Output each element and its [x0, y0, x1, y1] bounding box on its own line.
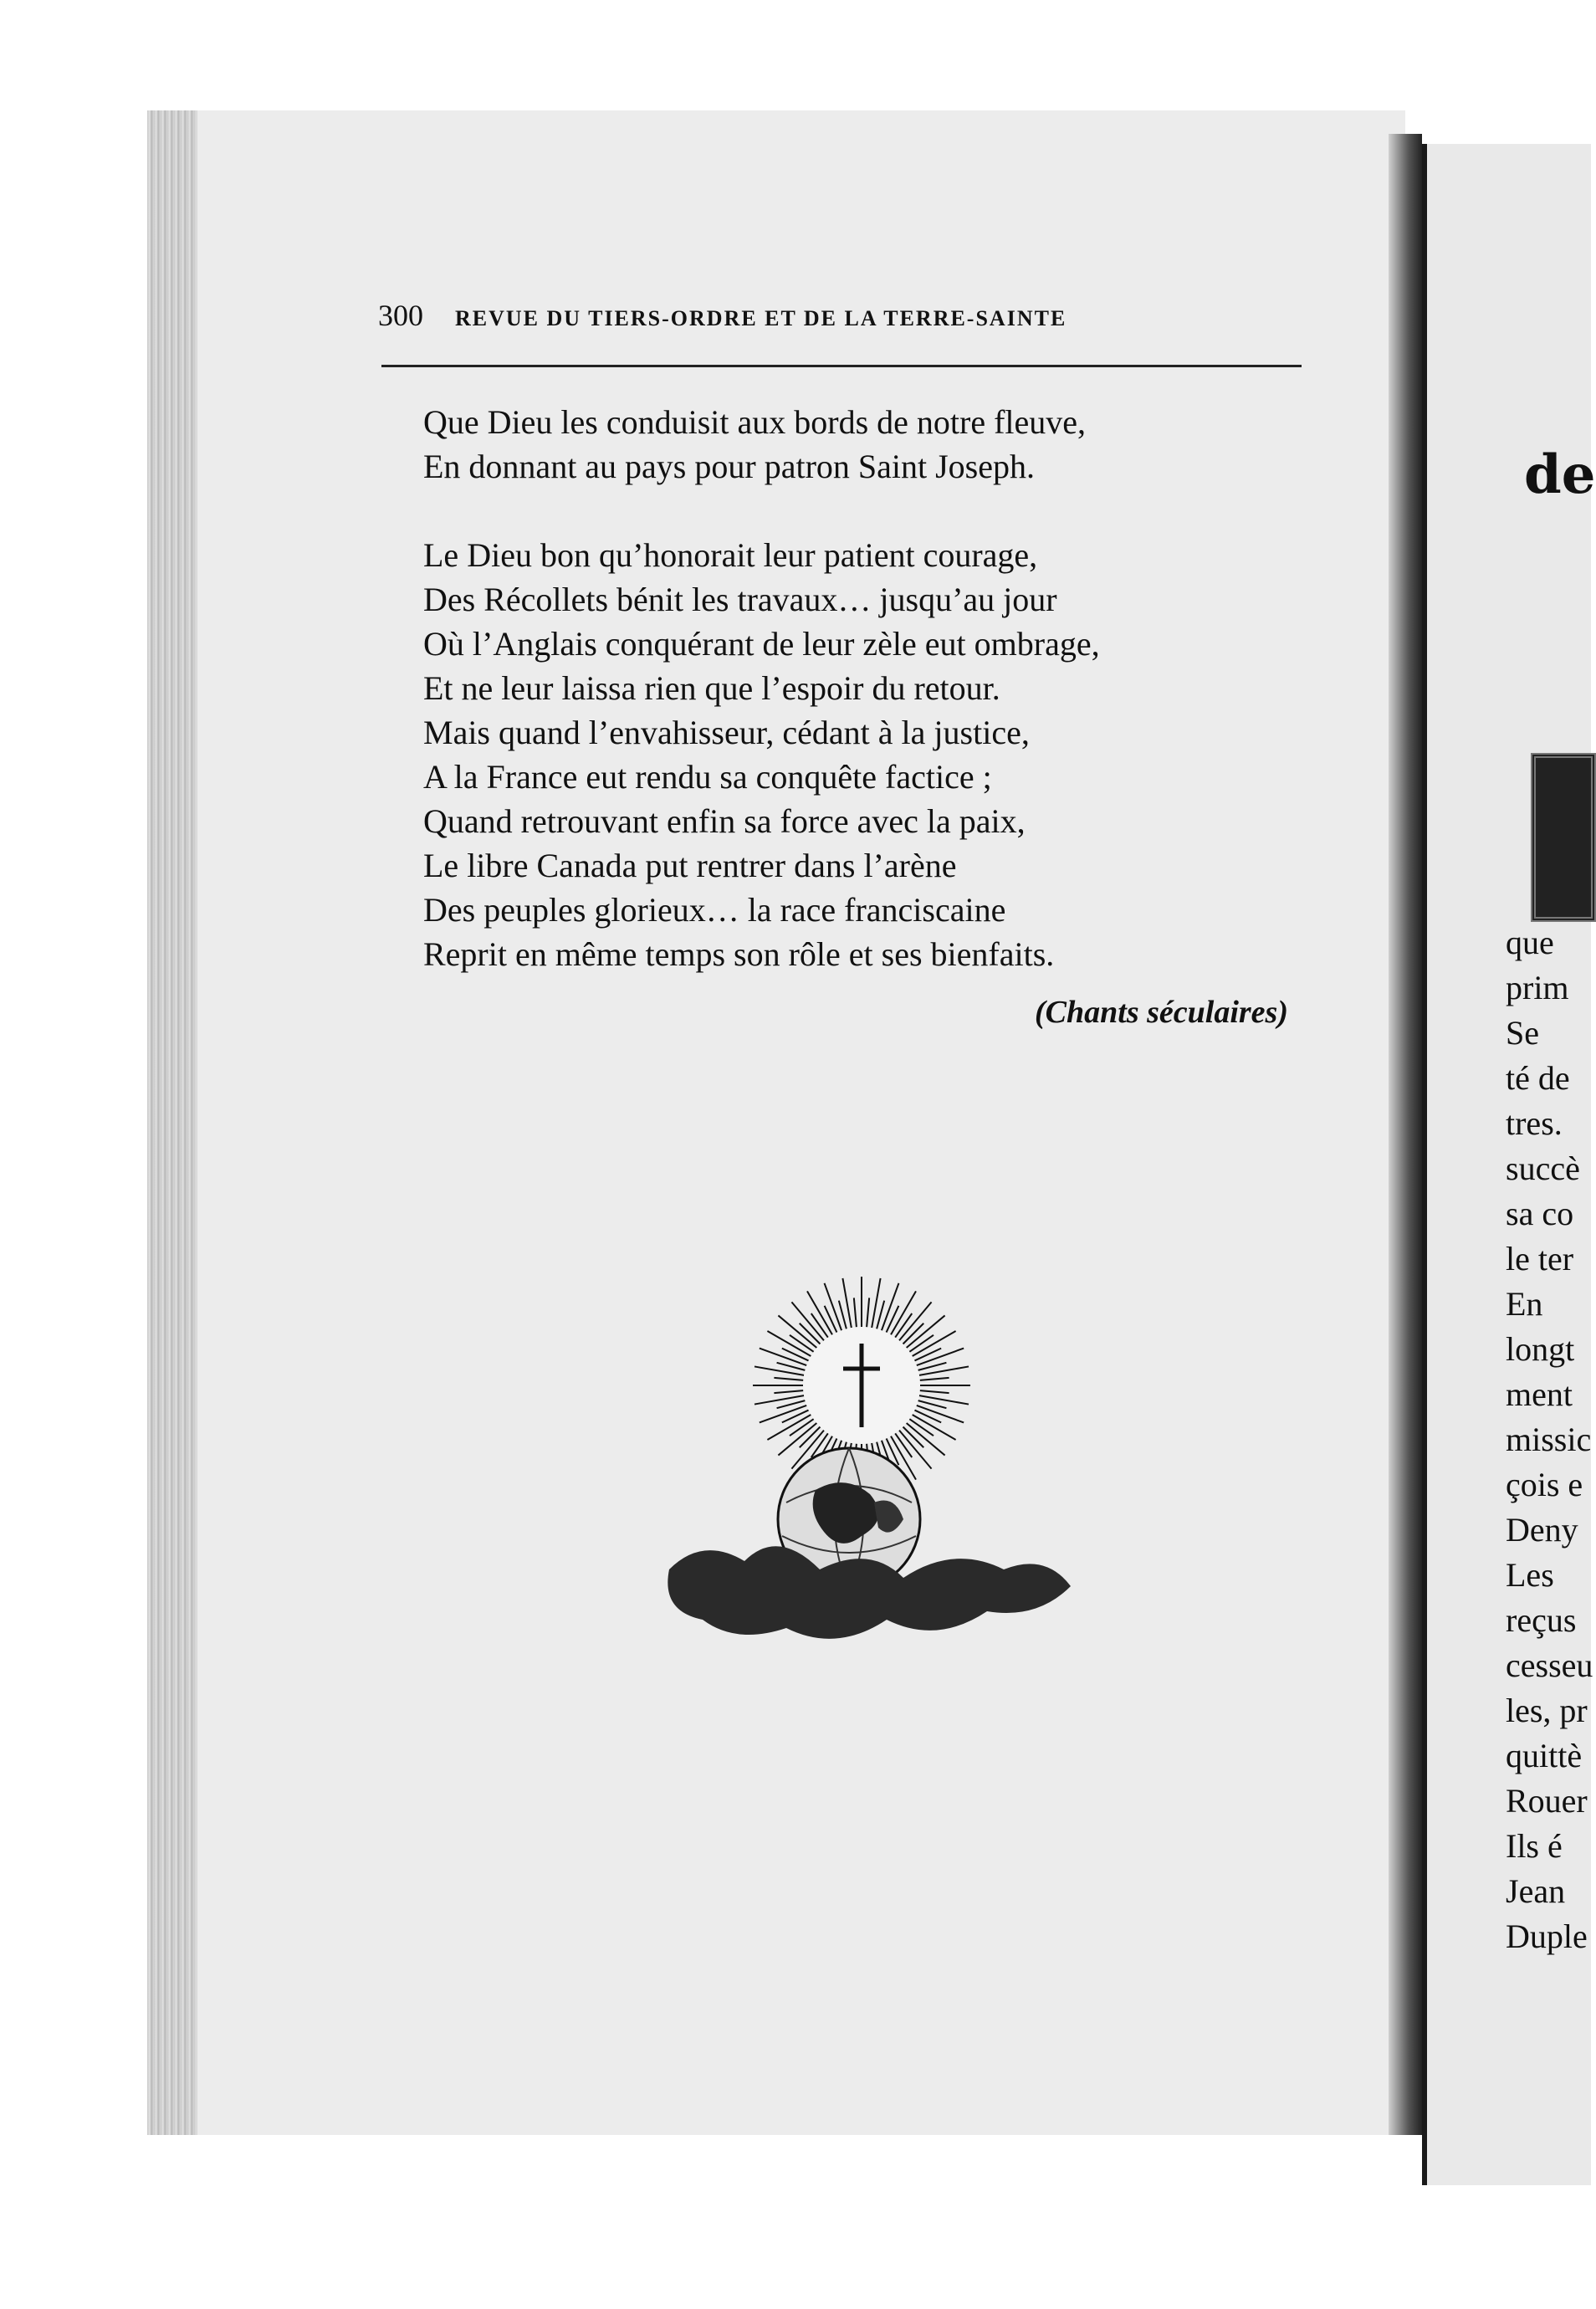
right-page-line: succè	[1506, 1149, 1580, 1187]
halo-ray	[774, 1390, 803, 1393]
page-header	[378, 298, 1303, 348]
right-page-line: le ter	[1506, 1240, 1574, 1277]
poem-line: Mais quand l’envahisseur, cédant à la justice,	[423, 714, 1030, 751]
halo-ray	[778, 1423, 816, 1456]
halo-ray	[907, 1315, 945, 1348]
halo-ray	[778, 1315, 816, 1348]
poem-line: Des peuples glorieux… la race franciscaine	[423, 891, 1006, 929]
halo-ray	[774, 1378, 803, 1380]
poem-line: Le libre Canada put rentrer dans l’arène	[423, 847, 957, 884]
right-page-line: reçus	[1506, 1601, 1577, 1639]
poem-line: Où l’Anglais conquérant de leur zèle eut ombrage,	[423, 625, 1100, 663]
poem-line: Et ne leur laissa rien que l’espoir du retour.	[423, 669, 1000, 707]
halo-ray	[790, 1335, 814, 1352]
poem-line: Reprit en même temps son rôle et ses bienfaits.	[423, 935, 1055, 973]
halo-ray	[895, 1433, 912, 1457]
poem-line: En donnant au pays pour patron Saint Joseph.	[423, 448, 1035, 485]
right-page-line: missic	[1506, 1421, 1592, 1458]
halo-ray	[899, 1302, 932, 1340]
halo-ray	[782, 1410, 809, 1423]
halo-ray	[909, 1419, 934, 1436]
right-page-line: que	[1506, 924, 1554, 961]
right-page-line: Les	[1506, 1556, 1554, 1594]
right-page-line: Deny	[1506, 1511, 1578, 1549]
right-page-heading: de	[1524, 443, 1596, 506]
right-page-line: Se	[1506, 1014, 1539, 1052]
halo-ray	[907, 1423, 945, 1456]
right-page-line: çois e	[1506, 1466, 1583, 1503]
poem-line: Que Dieu les conduisit aux bords de notre fleuve,	[423, 403, 1087, 441]
halo-ray	[867, 1298, 869, 1327]
right-page-line: prim	[1506, 969, 1569, 1006]
book-gutter	[1389, 134, 1422, 2135]
poem-line: Des Récollets bénit les travaux… jusqu’au jour	[423, 581, 1057, 618]
right-page-line: cesseu	[1506, 1646, 1593, 1684]
right-page-text	[1506, 920, 1593, 1959]
halo-ray	[782, 1349, 809, 1361]
page-number: 300	[378, 299, 423, 332]
right-page-line: Duple	[1506, 1917, 1588, 1955]
right-page-line: quittè	[1506, 1737, 1583, 1774]
right-page-line: Ils é	[1506, 1827, 1563, 1865]
halo-ray	[920, 1390, 949, 1393]
globe-cross-vignette	[652, 1252, 1071, 1670]
poem-line: A la France eut rendu sa conquête factice ;	[423, 758, 992, 796]
halo-ray	[811, 1313, 828, 1338]
halo-ray	[791, 1302, 824, 1340]
halo-ray	[895, 1313, 912, 1338]
right-page-line: En	[1506, 1285, 1543, 1323]
right-page-line: té de	[1506, 1059, 1570, 1097]
halo-ray	[899, 1431, 932, 1469]
right-page-line: Rouer	[1506, 1782, 1588, 1820]
page-edges	[147, 110, 197, 2135]
right-page-line: les, pr	[1506, 1692, 1588, 1729]
halo-ray	[854, 1298, 857, 1327]
stanza-break	[423, 489, 1293, 533]
halo-ray	[790, 1419, 814, 1436]
drop-cap	[1531, 753, 1596, 922]
clouds	[668, 1546, 1071, 1639]
running-head: REVUE DU TIERS-ORDRE ET DE LA TERRE-SAINTE	[455, 306, 1067, 330]
halo-ray	[914, 1349, 941, 1361]
halo-ray	[920, 1378, 949, 1380]
halo-ray	[887, 1306, 899, 1333]
right-page-line: sa co	[1506, 1195, 1574, 1232]
right-page-line: Jean	[1506, 1872, 1566, 1910]
poem-line: Le Dieu bon qu’honorait leur patient courage,	[423, 536, 1038, 574]
poem	[423, 400, 1293, 976]
right-page-line: tres.	[1506, 1104, 1563, 1142]
poem-line: Quand retrouvant enfin sa force avec la paix,	[423, 802, 1026, 840]
header-rule	[381, 365, 1302, 367]
attribution: (Chants séculaires)	[1035, 995, 1288, 1030]
right-page-line: ment	[1506, 1375, 1573, 1413]
right-page-line: longt	[1506, 1330, 1575, 1368]
halo-ray	[825, 1306, 837, 1333]
halo-ray	[914, 1410, 941, 1423]
halo-ray	[909, 1335, 934, 1352]
